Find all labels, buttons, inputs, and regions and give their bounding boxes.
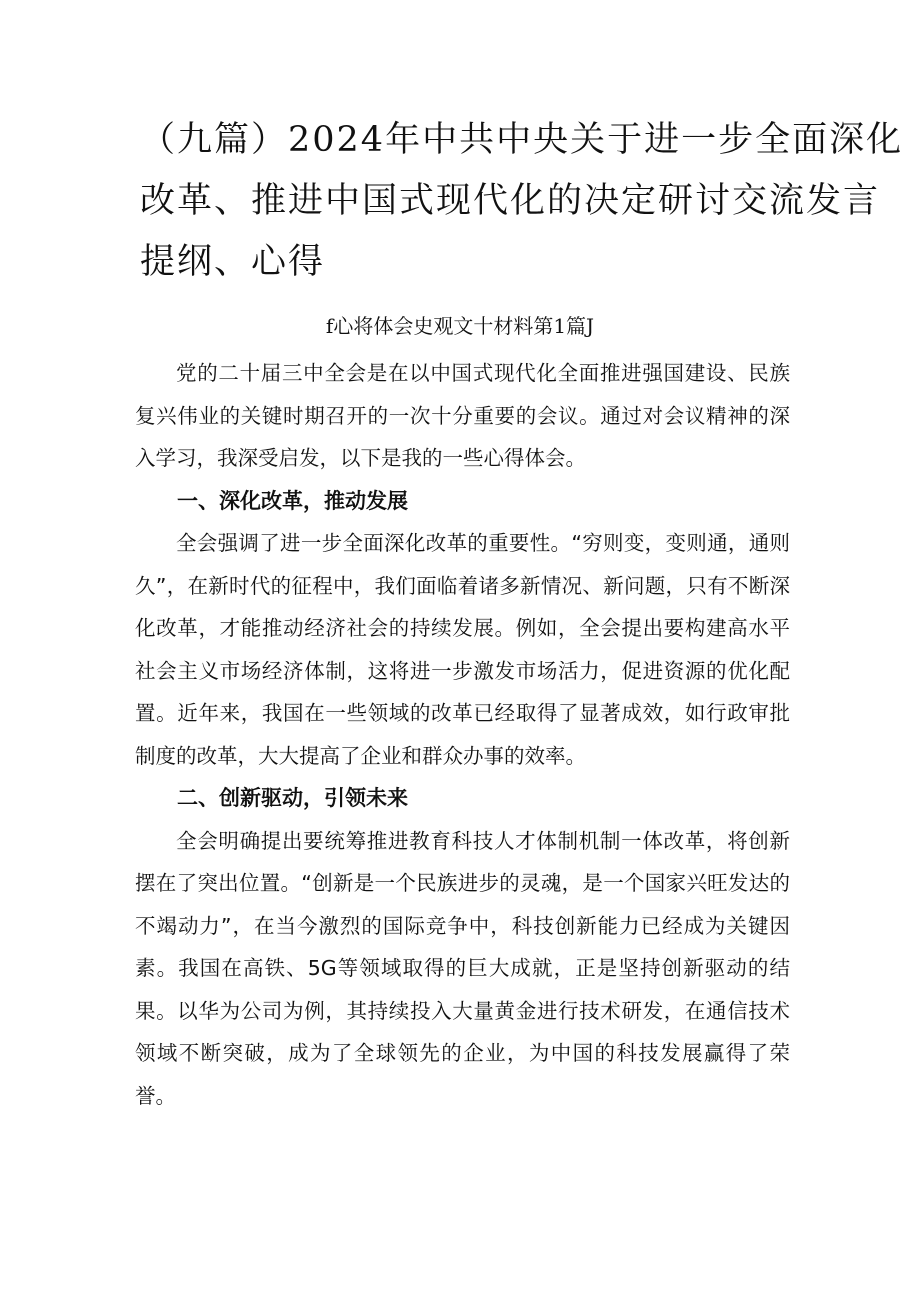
title-line: （九篇）2024年中共中央关于进一步全面深化 <box>140 120 904 160</box>
section-heading-2: 二、创新驱动，引领未来 <box>177 786 408 810</box>
title-line: 提纲、心得 <box>140 242 326 282</box>
section-paragraph-2: 全会明确提出要统筹推进教育科技人才体制机制一体改革，将创新摆在了突出位置。“创新是一个民族进步的灵魂，是一个国家兴旺发达的不竭动力”，在当今激烈的国际竞争中，科技创新能力已经成为关键因素。我国在高铁、5G等领域取得的巨大成就，正是坚持创新驱动的结果。以华为公司为例，其持续投入大量黄金进行技术研发，在通信技术领域不断突破，成为了全球领先的企业，为中国的科技发展赢得了荣誉。 <box>135 828 790 1108</box>
document-body <box>135 352 790 1117</box>
intro-paragraph: 党的二十届三中全会是在以中国式现代化全面推进强国建设、民族复兴伟业的关键时期召开的一次十分重要的会议。通过对会议精神的深入学习，我深受启发，以下是我的一些心得体会。 <box>135 361 790 470</box>
section-subtitle: f心将体会史观文十材料第1篇J <box>325 314 595 338</box>
title-line: 改革、推进中国式现代化的决定研讨交流发言 <box>140 181 881 221</box>
section-paragraph-1: 全会强调了进一步全面深化改革的重要性。“穷则变，变则通，通则久”，在新时代的征程中，我们面临着诸多新情况、新问题，只有不断深化改革，才能推动经济社会的持续发展。例如，全会提出要构建高水平社会主义市场经济体制，这将进一步激发市场活力，促进资源的优化配置。近年来，我国在一些领域的改革已经取得了显著成效，如行政审批制度的改革，大大提高了企业和群众办事的效率。 <box>135 531 790 768</box>
document-title <box>140 110 904 293</box>
section-heading-1: 一、深化改革，推动发展 <box>177 488 408 513</box>
